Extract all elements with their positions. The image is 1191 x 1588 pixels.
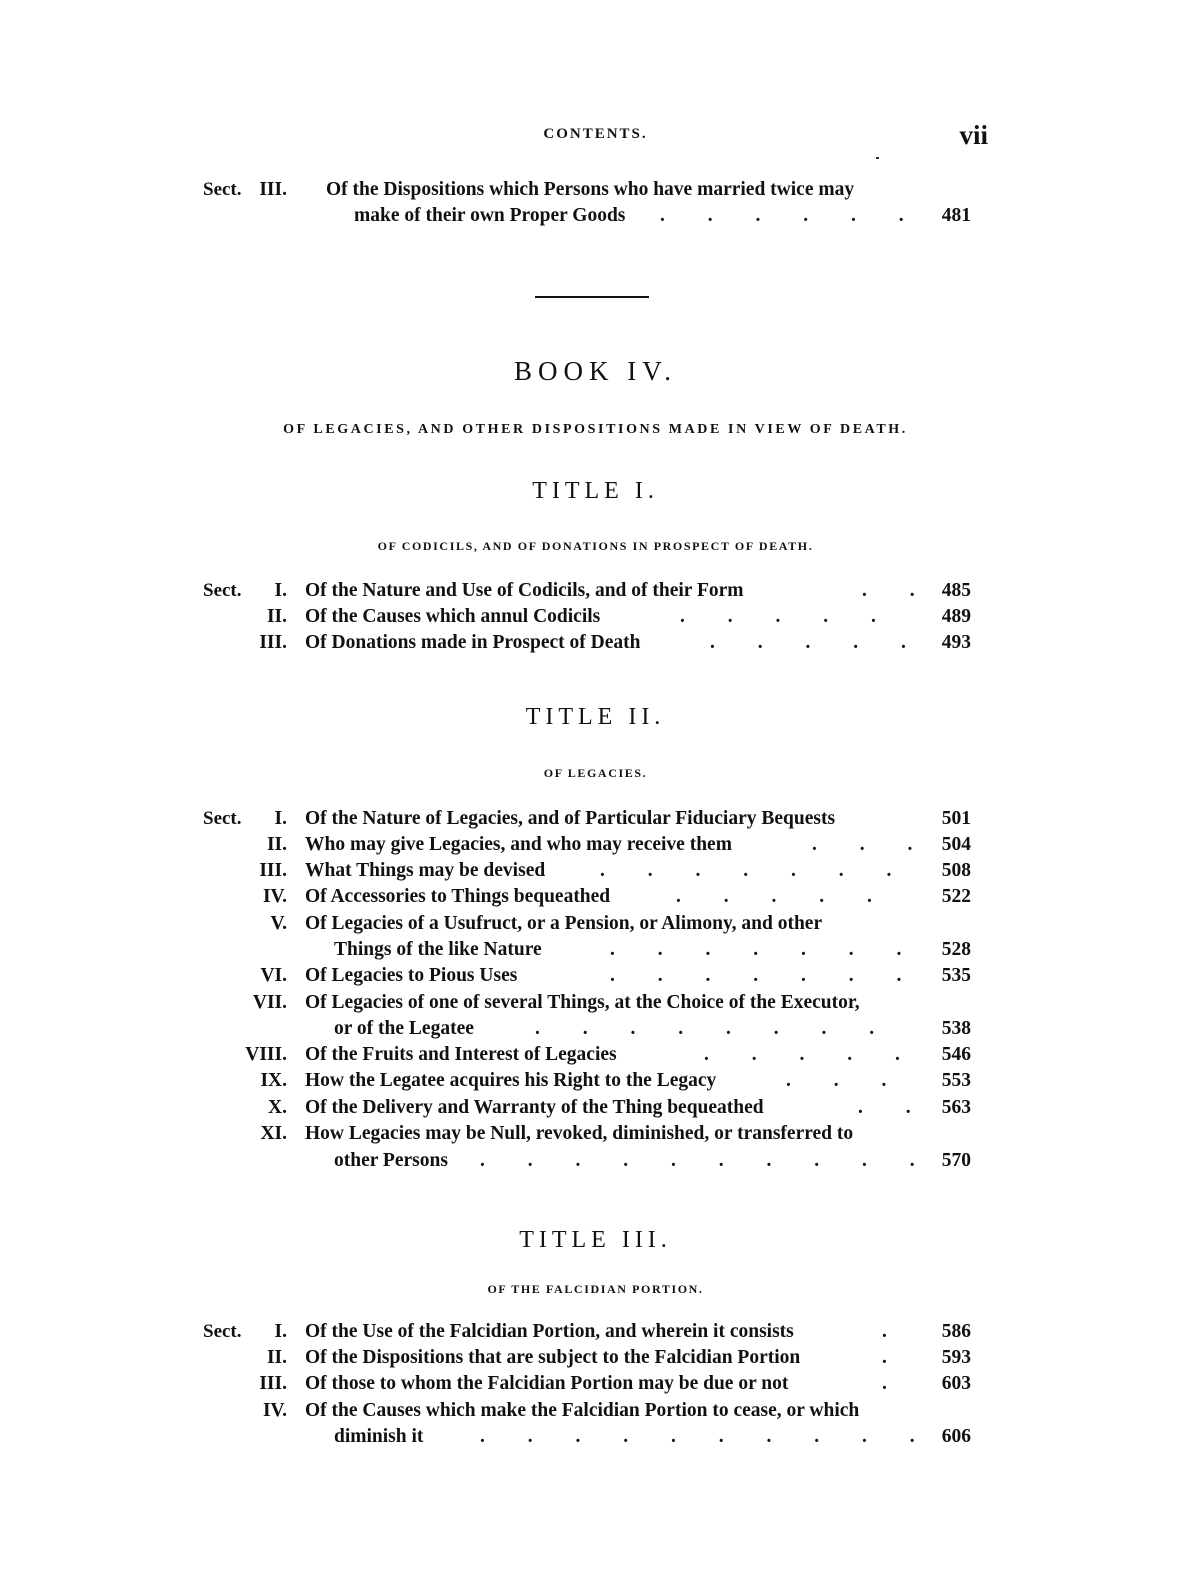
section-number: III. [259,179,287,200]
section-number: II. [266,606,287,627]
sect-label: Sect. [203,580,242,601]
section-number: VIII. [245,1044,287,1065]
dot-leader: . [882,1347,906,1368]
entry-text: Of the Dispositions which Persons who have married twice may [326,179,855,200]
entry-text: Of the Fruits and Interest of Legacies [305,1044,617,1065]
toc-entry [0,832,1191,858]
entry-text: Of the Causes which make the Falcidian Portion to cease, or which [305,1400,860,1421]
section-number: I. [274,808,287,829]
toc-entry-continuation [0,1424,1191,1450]
entry-text: Of Legacies to Pious Uses [305,965,518,986]
dot-leader: . . . . . . . [600,860,911,881]
book-subtitle: OF LEGACIES, AND OTHER DISPOSITIONS MADE IN VIEW OF DEATH. [283,422,908,437]
page-ref: 508 [941,860,971,881]
page-ref: 593 [941,1347,971,1368]
page-ref: 586 [941,1321,971,1342]
toc-entry [0,1371,1191,1397]
toc-entry [0,604,1191,630]
page-ref: 546 [941,1044,971,1065]
toc-entry-continuation [0,1148,1191,1174]
toc-entry-continuation [0,1016,1191,1042]
entry-text: Of the Nature and Use of Codicils, and of their Form [305,580,744,601]
toc-entry [0,630,1191,656]
page-ref: 522 [941,886,971,907]
section-number: I. [274,1321,287,1342]
entry-text: Of Accessories to Things bequeathed [305,886,611,907]
page-ref: 489 [941,606,971,627]
title-subtitle: OF LEGACIES. [543,766,648,780]
page-ref: 606 [941,1426,971,1447]
entry-text: Of the Dispositions that are subject to the Falcidian Portion [305,1347,801,1368]
toc-entry-continuation [0,937,1191,963]
page-ref: 485 [941,580,971,601]
toc-entry [0,1345,1191,1371]
toc-entry [0,990,1191,1016]
toc-entry [0,1319,1191,1345]
divider-rule [535,296,649,298]
dot-leader: . . [858,1097,930,1118]
entry-text: Of the Causes which annul Codicils [305,606,601,627]
page-ref: 570 [941,1150,971,1171]
running-head [0,122,1191,152]
section-number: V. [270,913,287,934]
section-number: I. [274,580,287,601]
section-number: VII. [252,992,287,1013]
page-ref: 535 [941,965,971,986]
entry-text: Of the Nature of Legacies, and of Particular Fiduciary Bequests [305,808,836,829]
page-number: vii [959,120,988,150]
dot-leader: . . . . . [680,606,895,627]
section-number: II. [266,1347,287,1368]
entry-text: other Persons [334,1150,448,1171]
toc-entry [0,858,1191,884]
toc-entry [0,1042,1191,1068]
page-ref: 538 [941,1018,971,1039]
entry-text: Things of the like Nature [334,939,542,960]
dot-leader: . . . . . . . . . . [480,1150,934,1171]
title-heading: TITLE I. [532,478,659,504]
toc-entry [0,963,1191,989]
title-heading: TITLE III. [519,1227,672,1253]
sect-label: Sect. [203,179,242,200]
section-number: IV. [262,1400,287,1421]
page-ref: 553 [941,1070,971,1091]
dot-leader: . [882,1321,906,1342]
dot-leader: . . . [812,834,932,855]
dot-leader: . [882,1373,906,1394]
page-ref: 603 [941,1373,971,1394]
entry-text: make of their own Proper Goods [354,205,626,226]
entry-text: Who may give Legacies, and who may receive them [305,834,732,855]
toc-entry [0,1398,1191,1424]
entry-text: or of the Legatee [334,1018,474,1039]
entry-text: Of those to whom the Falcidian Portion may be due or not [305,1373,789,1394]
toc-entry-continuation [0,203,1191,229]
section-number: II. [266,834,287,855]
dot-leader: . . . . . . . [610,939,921,960]
dot-leader: . . . . . . [660,205,923,226]
entry-text: Of Donations made in Prospect of Death [305,632,641,653]
page-ref: 481 [941,205,971,226]
section-number: III. [259,1373,287,1394]
section-number: VI. [260,965,287,986]
page-ref: 563 [941,1097,971,1118]
dot-leader: . . . [786,1070,906,1091]
page-ref: 501 [941,808,971,829]
sect-label: Sect. [203,1321,242,1342]
section-number: IV. [262,886,287,907]
entry-text: How Legacies may be Null, revoked, diminished, or transferred to [305,1123,854,1144]
page-ref: 493 [941,632,971,653]
toc-entry [0,1121,1191,1147]
running-head-title: CONTENTS. [543,126,648,142]
title-subtitle: OF THE FALCIDIAN PORTION. [487,1282,704,1296]
title-heading: TITLE II. [525,704,666,730]
entry-text: Of the Use of the Falcidian Portion, and wherein it consists [305,1321,794,1342]
toc-entry [0,806,1191,832]
section-number: IX. [260,1070,287,1091]
entry-text: Of Legacies of one of several Things, at the Choice of the Executor, [305,992,860,1013]
print-speck [876,157,879,159]
page-ref: 528 [941,939,971,960]
toc-entry [0,578,1191,604]
dot-leader: . . . . . [710,632,925,653]
sect-label: Sect. [203,808,242,829]
toc-entry [0,177,1191,203]
dot-leader: . . [862,580,934,601]
dot-leader: . . . . . . . . [535,1018,894,1039]
section-number: III. [259,860,287,881]
entry-text: Of the Delivery and Warranty of the Thing bequeathed [305,1097,764,1118]
toc-entry [0,1068,1191,1094]
toc-entry [0,911,1191,937]
book-heading: BOOK IV. [513,356,677,386]
page-ref: 504 [941,834,971,855]
entry-text: What Things may be devised [305,860,546,881]
section-number: X. [268,1097,287,1118]
section-number: XI. [260,1123,287,1144]
dot-leader: . . . . . [704,1044,919,1065]
dot-leader: . . . . . . . [610,965,921,986]
dot-leader: . . . . . . . . . . [480,1426,934,1447]
section-number: III. [259,632,287,653]
entry-text: Of Legacies of a Usufruct, or a Pension, or Alimony, and other [305,913,823,934]
dot-leader: . . . . . [676,886,891,907]
entry-text: How the Legatee acquires his Right to the Legacy [305,1070,717,1091]
title-subtitle: OF CODICILS, AND OF DONATIONS IN PROSPECT OF DEATH. [377,539,814,553]
toc-entry [0,884,1191,910]
entry-text: diminish it [334,1426,424,1447]
toc-entry [0,1095,1191,1121]
